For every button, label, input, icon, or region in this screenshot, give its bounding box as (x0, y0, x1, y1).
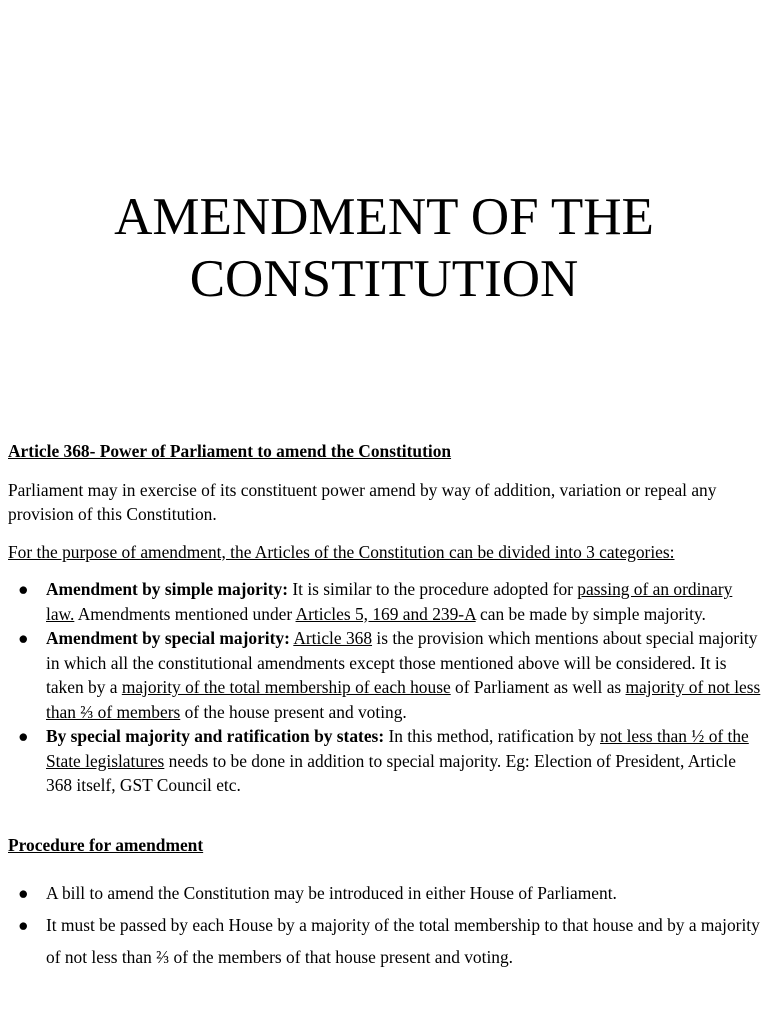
list-item-text: needs to be done in addition to special majority. Eg: Election of President, Article 368 itself, GST Council etc. (46, 750, 736, 795)
list-item-underlined-text: passing of an ordinary law. (46, 579, 733, 624)
list-item-term: By special majority and ratification by states: (46, 726, 385, 746)
list-item-text: of the house present and voting. (180, 701, 407, 722)
document-title-line-2: CONSTITUTION (189, 250, 579, 308)
list-item-text: can be made by simple majority. (475, 603, 706, 624)
bullet-icon: ● (18, 628, 29, 648)
list-item-text: It must be passed by each House by a majority of the total membership to that house and by a majority of not less than ⅔ of the members of that house present and voting. (46, 915, 760, 967)
paragraph-categories-intro: For the purpose of amendment, the Articles of the Constitution can be divided into 3 categories: (8, 541, 675, 562)
document-body (8, 439, 764, 973)
list-item-ratification-by-states (8, 724, 764, 798)
list-item-procedure-passing (8, 909, 764, 973)
list-item-underlined-text: majority of the total membership of each house (121, 677, 451, 697)
procedure-list (8, 877, 764, 973)
section-heading-procedure: Procedure for amendment (8, 834, 204, 855)
list-item-special-majority (8, 626, 764, 724)
list-item-text: of Parliament as well as (450, 677, 626, 697)
list-item-procedure-introduction (8, 877, 764, 909)
bullet-icon: ● (18, 915, 29, 935)
list-item-term: Amendment by special majority: (46, 628, 290, 648)
list-item-text: A bill to amend the Constitution may be introduced in either House of Parliament. (46, 883, 617, 903)
list-item-text: is the provision which mentions about special majority in which all the constitutional amendments except those mentioned above will be considered. It is taken by a (46, 628, 758, 697)
list-item-underlined-text: not less than ½ of the State legislatures (46, 726, 749, 771)
list-item-simple-majority (8, 577, 764, 626)
list-item-underlined-text: Articles 5, 169 and 239-A (295, 603, 476, 624)
document-title-line-1: AMENDMENT OF THE (114, 188, 654, 246)
paragraph-constituent-power: Parliament may in exercise of its constituent power amend by way of addition, variation or repeal any provision of this Constitution. (8, 479, 717, 524)
bullet-icon: ● (18, 579, 29, 599)
document-title (0, 186, 768, 310)
list-item-term: Amendment by simple majority: (46, 579, 288, 599)
bullet-icon: ● (18, 726, 29, 746)
list-item-underlined-text: Article 368 (293, 628, 373, 648)
list-item-underlined-text: majority of not less than ⅔ of members (46, 677, 761, 722)
list-item-text: In this method, ratification by (384, 726, 601, 746)
list-item-text: Amendments mentioned under (74, 603, 296, 624)
section-heading-article-368: Article 368- Power of Parliament to amend the Constitution (8, 441, 452, 461)
list-item-text: It is similar to the procedure adopted for (288, 579, 578, 599)
bullet-icon: ● (18, 883, 29, 903)
amendment-categories-list (8, 577, 764, 798)
